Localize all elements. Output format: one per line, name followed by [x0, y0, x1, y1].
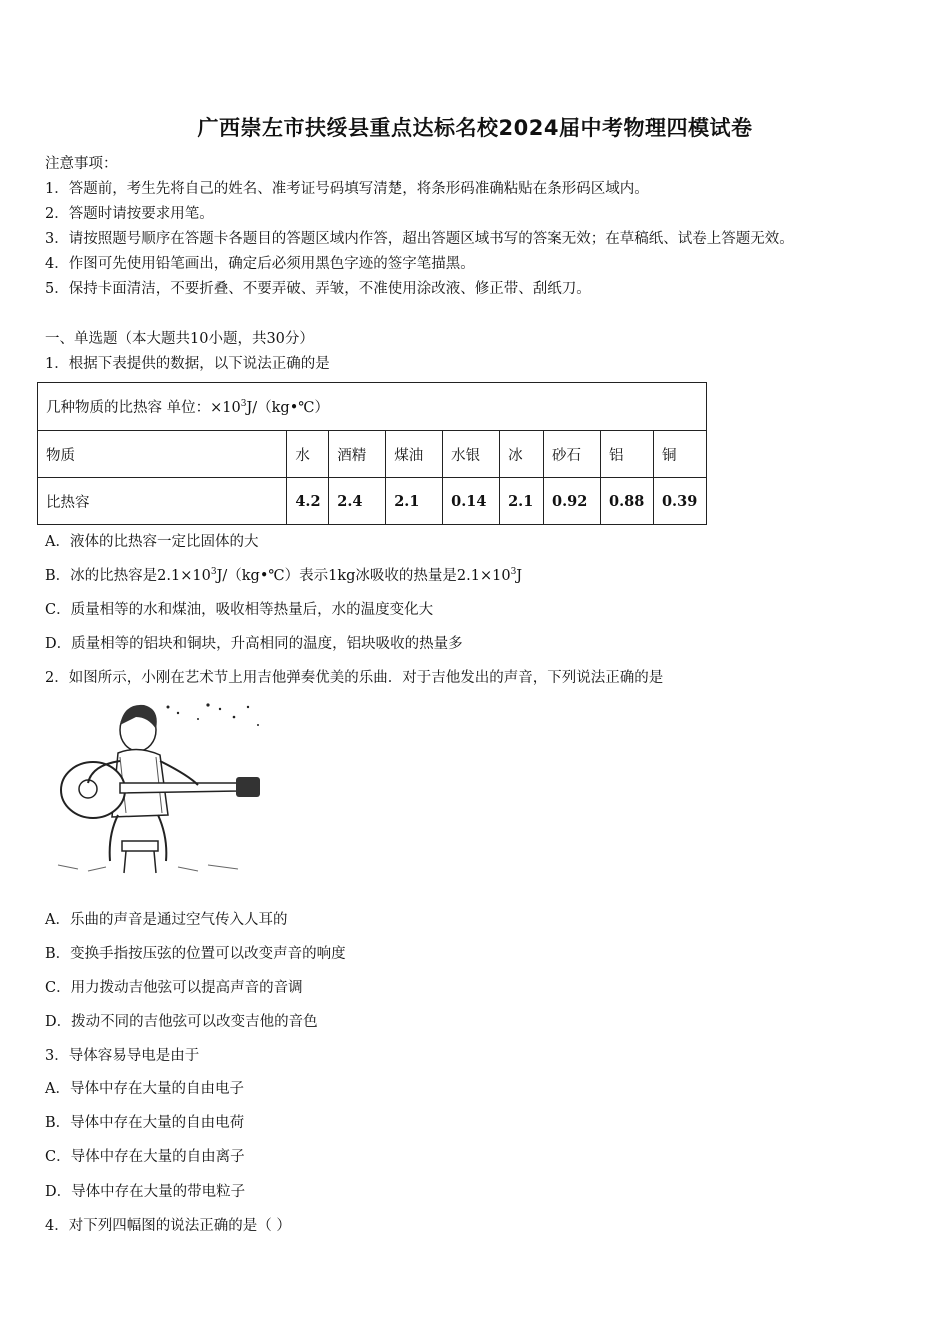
table-row [38, 431, 707, 478]
row-header: 比热容 [38, 478, 287, 525]
option-a: A．乐曲的声音是通过空气传入人耳的 [45, 912, 288, 928]
notice-heading: 注意事项： [45, 156, 118, 172]
option-a: A．液体的比热容一定比固体的大 [45, 534, 259, 550]
notice-item: 2．答题时请按要求用笔。 [45, 206, 214, 222]
option-b: B．冰的比热容是$2.1\times 10^3J/(kg•℃)$表示1kg冰吸收的热量是$2.1\times 10^3J$ [45, 567, 523, 584]
section-heading: 一、单选题（本大题共10小题，共30分） [45, 331, 314, 347]
guitar-player-illustration [48, 695, 266, 875]
substance-cell: 水 [287, 431, 329, 478]
option-b: B．导体中存在大量的自由电荷 [45, 1115, 245, 1131]
notice-item: 4．作图可先使用铅笔画出，确定后必须用黑色字迹的签字笔描黑。 [45, 256, 475, 272]
question-1-stem: 1．根据下表提供的数据，以下说法正确的是 [45, 356, 330, 372]
option-c: C．用力拨动吉他弦可以提高声音的音调 [45, 980, 303, 996]
option-c: C．质量相等的水和煤油，吸收相等热量后，水的温度变化大 [45, 602, 434, 618]
question-2-stem: 2．如图所示，小刚在艺术节上用吉他弹奏优美的乐曲．对于吉他发出的声音，下列说法正确的是 [45, 670, 664, 686]
value-cell: 4.2 [287, 478, 329, 525]
value-cell: 0.14 [443, 478, 500, 525]
option-d: D．拨动不同的吉他弦可以改变吉他的音色 [45, 1014, 318, 1030]
notice-item: 5．保持卡面清洁，不要折叠、不要弄破、弄皱，不准使用涂改液、修正带、刮纸刀。 [45, 281, 591, 297]
question-4-stem: 4．对下列四幅图的说法正确的是（ ） [45, 1218, 291, 1234]
substance-cell: 酒精 [329, 431, 386, 478]
table-caption: 几种物质的比热容 单位：$\times 10^3J/(kg•℃)$ [38, 383, 707, 431]
row-header: 物质 [38, 431, 287, 478]
substance-cell: 煤油 [386, 431, 443, 478]
notice-item: 3．请按照题号顺序在答题卡各题目的答题区域内作答，超出答题区域书写的答案无效；在草稿纸、试卷上答题无效。 [45, 231, 794, 247]
option-d: D．质量相等的铝块和铜块，升高相同的温度，铝块吸收的热量多 [45, 636, 463, 652]
option-b: B．变换手指按压弦的位置可以改变声音的响度 [45, 946, 346, 962]
value-cell: 2.1 [500, 478, 544, 525]
exam-title: 广西崇左市扶绥县重点达标名校2024届中考物理四模试卷 [197, 116, 753, 140]
value-cell: 0.92 [544, 478, 601, 525]
question-3-stem: 3．导体容易导电是由于 [45, 1048, 200, 1064]
option-a: A．导体中存在大量的自由电子 [45, 1081, 244, 1097]
specific-heat-table [37, 382, 707, 525]
substance-cell: 铝 [601, 431, 654, 478]
notice-item: 1．答题前，考生先将自己的姓名、准考证号码填写清楚，将条形码准确粘贴在条形码区域内。 [45, 181, 649, 197]
value-cell: 2.1 [386, 478, 443, 525]
table-row [38, 478, 707, 525]
value-cell: 0.88 [601, 478, 654, 525]
value-cell: 2.4 [329, 478, 386, 525]
substance-cell: 铜 [653, 431, 706, 478]
value-cell: 0.39 [653, 478, 706, 525]
substance-cell: 冰 [500, 431, 544, 478]
substance-cell: 水银 [443, 431, 500, 478]
option-c: C．导体中存在大量的自由离子 [45, 1149, 245, 1165]
option-d: D．导体中存在大量的带电粒子 [45, 1184, 246, 1200]
substance-cell: 砂石 [544, 431, 601, 478]
